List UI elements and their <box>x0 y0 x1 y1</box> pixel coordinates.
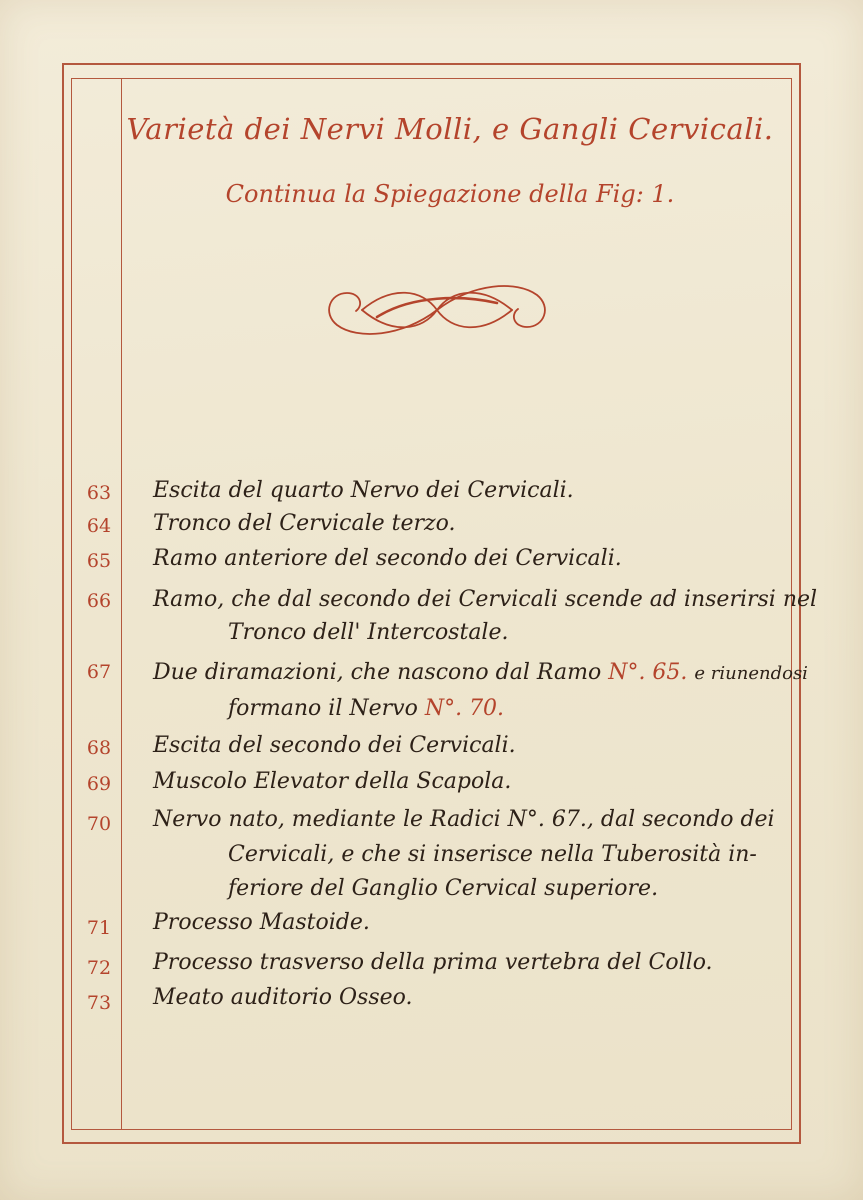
entry-text: Escita del quarto Nervo dei Cervicali. <box>153 478 574 503</box>
entry-text: Ramo anteriore del secondo dei Cervicali. <box>153 546 622 571</box>
entry-number: 63 <box>86 482 112 504</box>
entry-number: 69 <box>86 773 112 795</box>
entry-text: Processo trasverso della prima vertebra del Collo. <box>153 950 713 975</box>
entry-text-continued: Cervicali, e che si inserisce nella Tuberosità in- <box>228 842 757 867</box>
entry-text-continued: Tronco dell' Intercostale. <box>228 620 509 645</box>
entry-text: Nervo nato, mediante le Radici N°. 67., dal secondo dei <box>153 807 775 832</box>
entry-text: Escita del secondo dei Cervicali. <box>153 733 516 758</box>
entry-text <box>153 660 808 685</box>
entry-text-part: Due diramazioni, che nascono dal Ramo <box>153 660 602 685</box>
entry-text: Tronco del Cervicale terzo. <box>153 511 456 536</box>
entry-number: 73 <box>86 992 112 1014</box>
entry-text: Muscolo Elevator della Scapola. <box>153 769 512 794</box>
entry-number: 64 <box>86 515 112 537</box>
entry-number: 68 <box>86 737 112 759</box>
entry-text-continued <box>228 696 504 721</box>
entry-text: Meato auditorio Osseo. <box>153 985 413 1010</box>
entry-number: 65 <box>86 550 112 572</box>
entry-number: 67 <box>86 661 112 683</box>
entry-text-tail: e riunendosi <box>694 663 808 684</box>
reference-number: N°. 65. <box>608 660 688 685</box>
page-subtitle: Continua la Spiegazione della Fig: 1. <box>225 180 675 208</box>
entry-text-part: formano il Nervo <box>228 696 418 721</box>
entry-number: 70 <box>86 813 112 835</box>
margin-rule <box>121 79 122 1129</box>
entry-text: Processo Mastoide. <box>153 910 370 935</box>
reference-number: N°. 70. <box>424 696 505 721</box>
entry-number: 72 <box>86 957 112 979</box>
entry-number: 71 <box>86 917 112 939</box>
flourish-ornament <box>322 275 552 345</box>
entry-text: Ramo, che dal secondo dei Cervicali scende ad inserirsi nel <box>153 587 818 612</box>
page-title: Varietà dei Nervi Molli, e Gangli Cervicali. <box>126 112 774 146</box>
entry-number: 66 <box>86 590 112 612</box>
entry-text-continued: feriore del Ganglio Cervical superiore. <box>228 876 659 901</box>
